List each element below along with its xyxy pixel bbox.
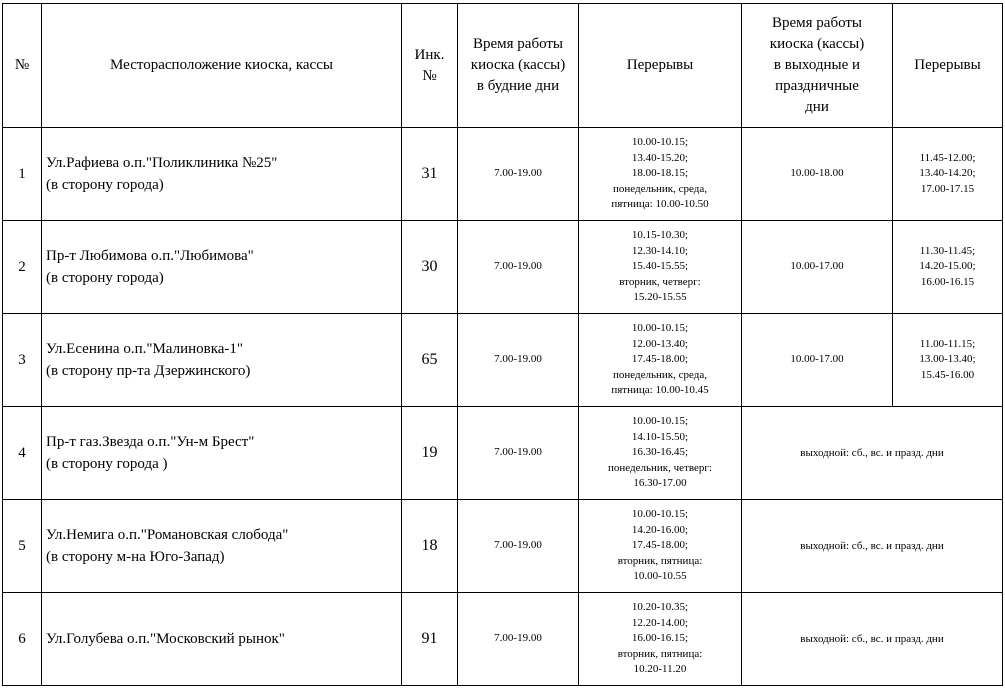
break-line: 10.00-10.15;	[631, 415, 689, 428]
header-weekday-line: в будние дни	[476, 78, 560, 94]
row-breaks	[579, 593, 742, 686]
weekend-break-line: 14.20-15.00;	[919, 260, 976, 273]
row-weekend-hours: 10.00-17.00	[742, 314, 893, 407]
break-line: 10.00-10.55	[633, 570, 687, 583]
row-location	[42, 593, 402, 686]
row-breaks	[579, 500, 742, 593]
location-line: Пр-т Любимова о.п."Любимова"	[46, 248, 254, 264]
weekend-break-line: 11.00-11.15;	[919, 337, 976, 350]
row-location	[42, 500, 402, 593]
break-line: 16.00-16.15;	[631, 632, 689, 645]
header-row	[3, 4, 1003, 128]
header-weekend-hours	[742, 4, 893, 128]
row-number: 2	[3, 221, 42, 314]
weekend-break-line: 13.00-13.40;	[919, 353, 976, 366]
location-line: (в сторону города)	[46, 177, 164, 193]
row-breaks	[579, 128, 742, 221]
row-inventory-number: 91	[402, 593, 458, 686]
row-weekday-hours: 7.00-19.00	[458, 221, 579, 314]
table-row	[3, 500, 1003, 593]
row-number: 4	[3, 407, 42, 500]
break-line: 10.00-10.15;	[631, 508, 689, 521]
row-weekend-breaks	[893, 128, 1003, 221]
break-line: 17.45-18.00;	[631, 539, 689, 552]
break-line: 14.10-15.50;	[631, 430, 689, 443]
table-row	[3, 593, 1003, 686]
row-weekday-hours: 7.00-19.00	[458, 314, 579, 407]
location-line: Пр-т газ.Звезда о.п."Ун-м Брест"	[46, 434, 255, 450]
header-number: №	[3, 4, 42, 128]
row-location	[42, 314, 402, 407]
row-day-off-note: выходной: сб., вс. и празд. дни	[742, 593, 1003, 686]
header-weekday-line: киоска (кассы)	[470, 57, 566, 73]
break-line: 10.20-10.35;	[631, 601, 689, 614]
header-inventory-number	[402, 4, 458, 128]
location-line: Ул.Есенина о.п."Малиновка-1"	[46, 341, 244, 357]
header-weekday-hours	[458, 4, 579, 128]
row-day-off-note: выходной: сб., вс. и празд. дни	[742, 500, 1003, 593]
break-line: 10.00-10.15;	[631, 136, 689, 149]
break-line: 18.00-18.15;	[631, 167, 689, 180]
row-breaks	[579, 314, 742, 407]
weekend-break-line: 15.45-16.00	[920, 368, 975, 381]
break-line: вторник, пятница:	[617, 554, 703, 567]
row-weekend-breaks	[893, 221, 1003, 314]
break-line: 17.45-18.00;	[631, 353, 689, 366]
weekend-break-line: 11.30-11.45;	[919, 244, 976, 257]
weekend-break-line: 11.45-12.00;	[919, 151, 976, 164]
row-weekday-hours: 7.00-19.00	[458, 128, 579, 221]
header-weekend-line: киоска (кассы)	[769, 36, 865, 52]
break-line: понедельник, среда,	[613, 368, 707, 381]
kiosk-schedule-table	[2, 3, 1003, 686]
row-number: 6	[3, 593, 42, 686]
table-row	[3, 314, 1003, 407]
row-inventory-number: 18	[402, 500, 458, 593]
break-line: 15.20-15.55	[633, 291, 687, 304]
header-inv-line2: №	[422, 67, 437, 84]
break-line: 12.30-14.10;	[631, 244, 689, 257]
header-weekend-line: праздничные	[775, 78, 859, 94]
location-line: Ул.Рафиева о.п."Поликлиника №25"	[46, 155, 278, 171]
row-day-off-note: выходной: сб., вс. и празд. дни	[742, 407, 1003, 500]
location-line: (в сторону города)	[46, 270, 164, 286]
break-line: понедельник, среда,	[613, 182, 707, 195]
header-weekend-breaks: Перерывы	[893, 4, 1003, 128]
row-number: 1	[3, 128, 42, 221]
row-weekday-hours: 7.00-19.00	[458, 407, 579, 500]
break-line: вторник, четверг:	[619, 275, 701, 288]
break-line: 14.20-16.00;	[631, 523, 689, 536]
header-weekend-line: в выходные и	[773, 57, 861, 73]
row-inventory-number: 19	[402, 407, 458, 500]
header-weekday-line: Время работы	[472, 36, 564, 52]
row-weekend-breaks	[893, 314, 1003, 407]
header-weekend-line: дни	[805, 99, 829, 115]
row-weekday-hours: 7.00-19.00	[458, 593, 579, 686]
row-location	[42, 407, 402, 500]
table-row	[3, 221, 1003, 314]
row-number: 5	[3, 500, 42, 593]
break-line: пятница: 10.00-10.45	[611, 384, 709, 397]
break-line: 10.00-10.15;	[631, 322, 689, 335]
row-breaks	[579, 221, 742, 314]
row-breaks	[579, 407, 742, 500]
location-line: Ул.Немига о.п."Романовская слобода"	[46, 527, 289, 543]
weekend-break-line: 16.00-16.15	[920, 275, 975, 288]
location-line: Ул.Голубева о.п."Московский рынок"	[46, 631, 285, 647]
break-line: 16.30-17.00	[633, 477, 687, 490]
header-inv-line1: Инк.	[414, 46, 445, 63]
row-inventory-number: 30	[402, 221, 458, 314]
row-inventory-number: 65	[402, 314, 458, 407]
row-weekend-hours: 10.00-17.00	[742, 221, 893, 314]
row-weekend-hours: 10.00-18.00	[742, 128, 893, 221]
location-line: (в сторону пр-та Дзержинского)	[46, 363, 251, 379]
location-line: (в сторону города )	[46, 456, 168, 472]
break-line: 10.20-11.20	[633, 663, 687, 676]
break-line: 15.40-15.55;	[631, 260, 689, 273]
break-line: 12.20-14.00;	[631, 616, 689, 629]
break-line: пятница: 10.00-10.50	[611, 198, 709, 211]
break-line: понедельник, четверг:	[608, 461, 712, 474]
break-line: 12.00-13.40;	[631, 337, 689, 350]
break-line: 10.15-10.30;	[631, 229, 689, 242]
table-row	[3, 128, 1003, 221]
weekend-break-line: 17.00-17.15	[920, 182, 975, 195]
row-location	[42, 128, 402, 221]
break-line: 13.40-15.20;	[631, 151, 689, 164]
location-line: (в сторону м-на Юго-Запад)	[46, 549, 225, 565]
break-line: 16.30-16.45;	[631, 446, 689, 459]
row-inventory-number: 31	[402, 128, 458, 221]
break-line: вторник, пятница:	[617, 647, 703, 660]
row-weekday-hours: 7.00-19.00	[458, 500, 579, 593]
header-breaks: Перерывы	[579, 4, 742, 128]
row-number: 3	[3, 314, 42, 407]
weekend-break-line: 13.40-14.20;	[919, 167, 976, 180]
header-weekend-line: Время работы	[771, 15, 863, 31]
header-location: Месторасположение киоска, кассы	[42, 4, 402, 128]
table-row	[3, 407, 1003, 500]
row-location	[42, 221, 402, 314]
